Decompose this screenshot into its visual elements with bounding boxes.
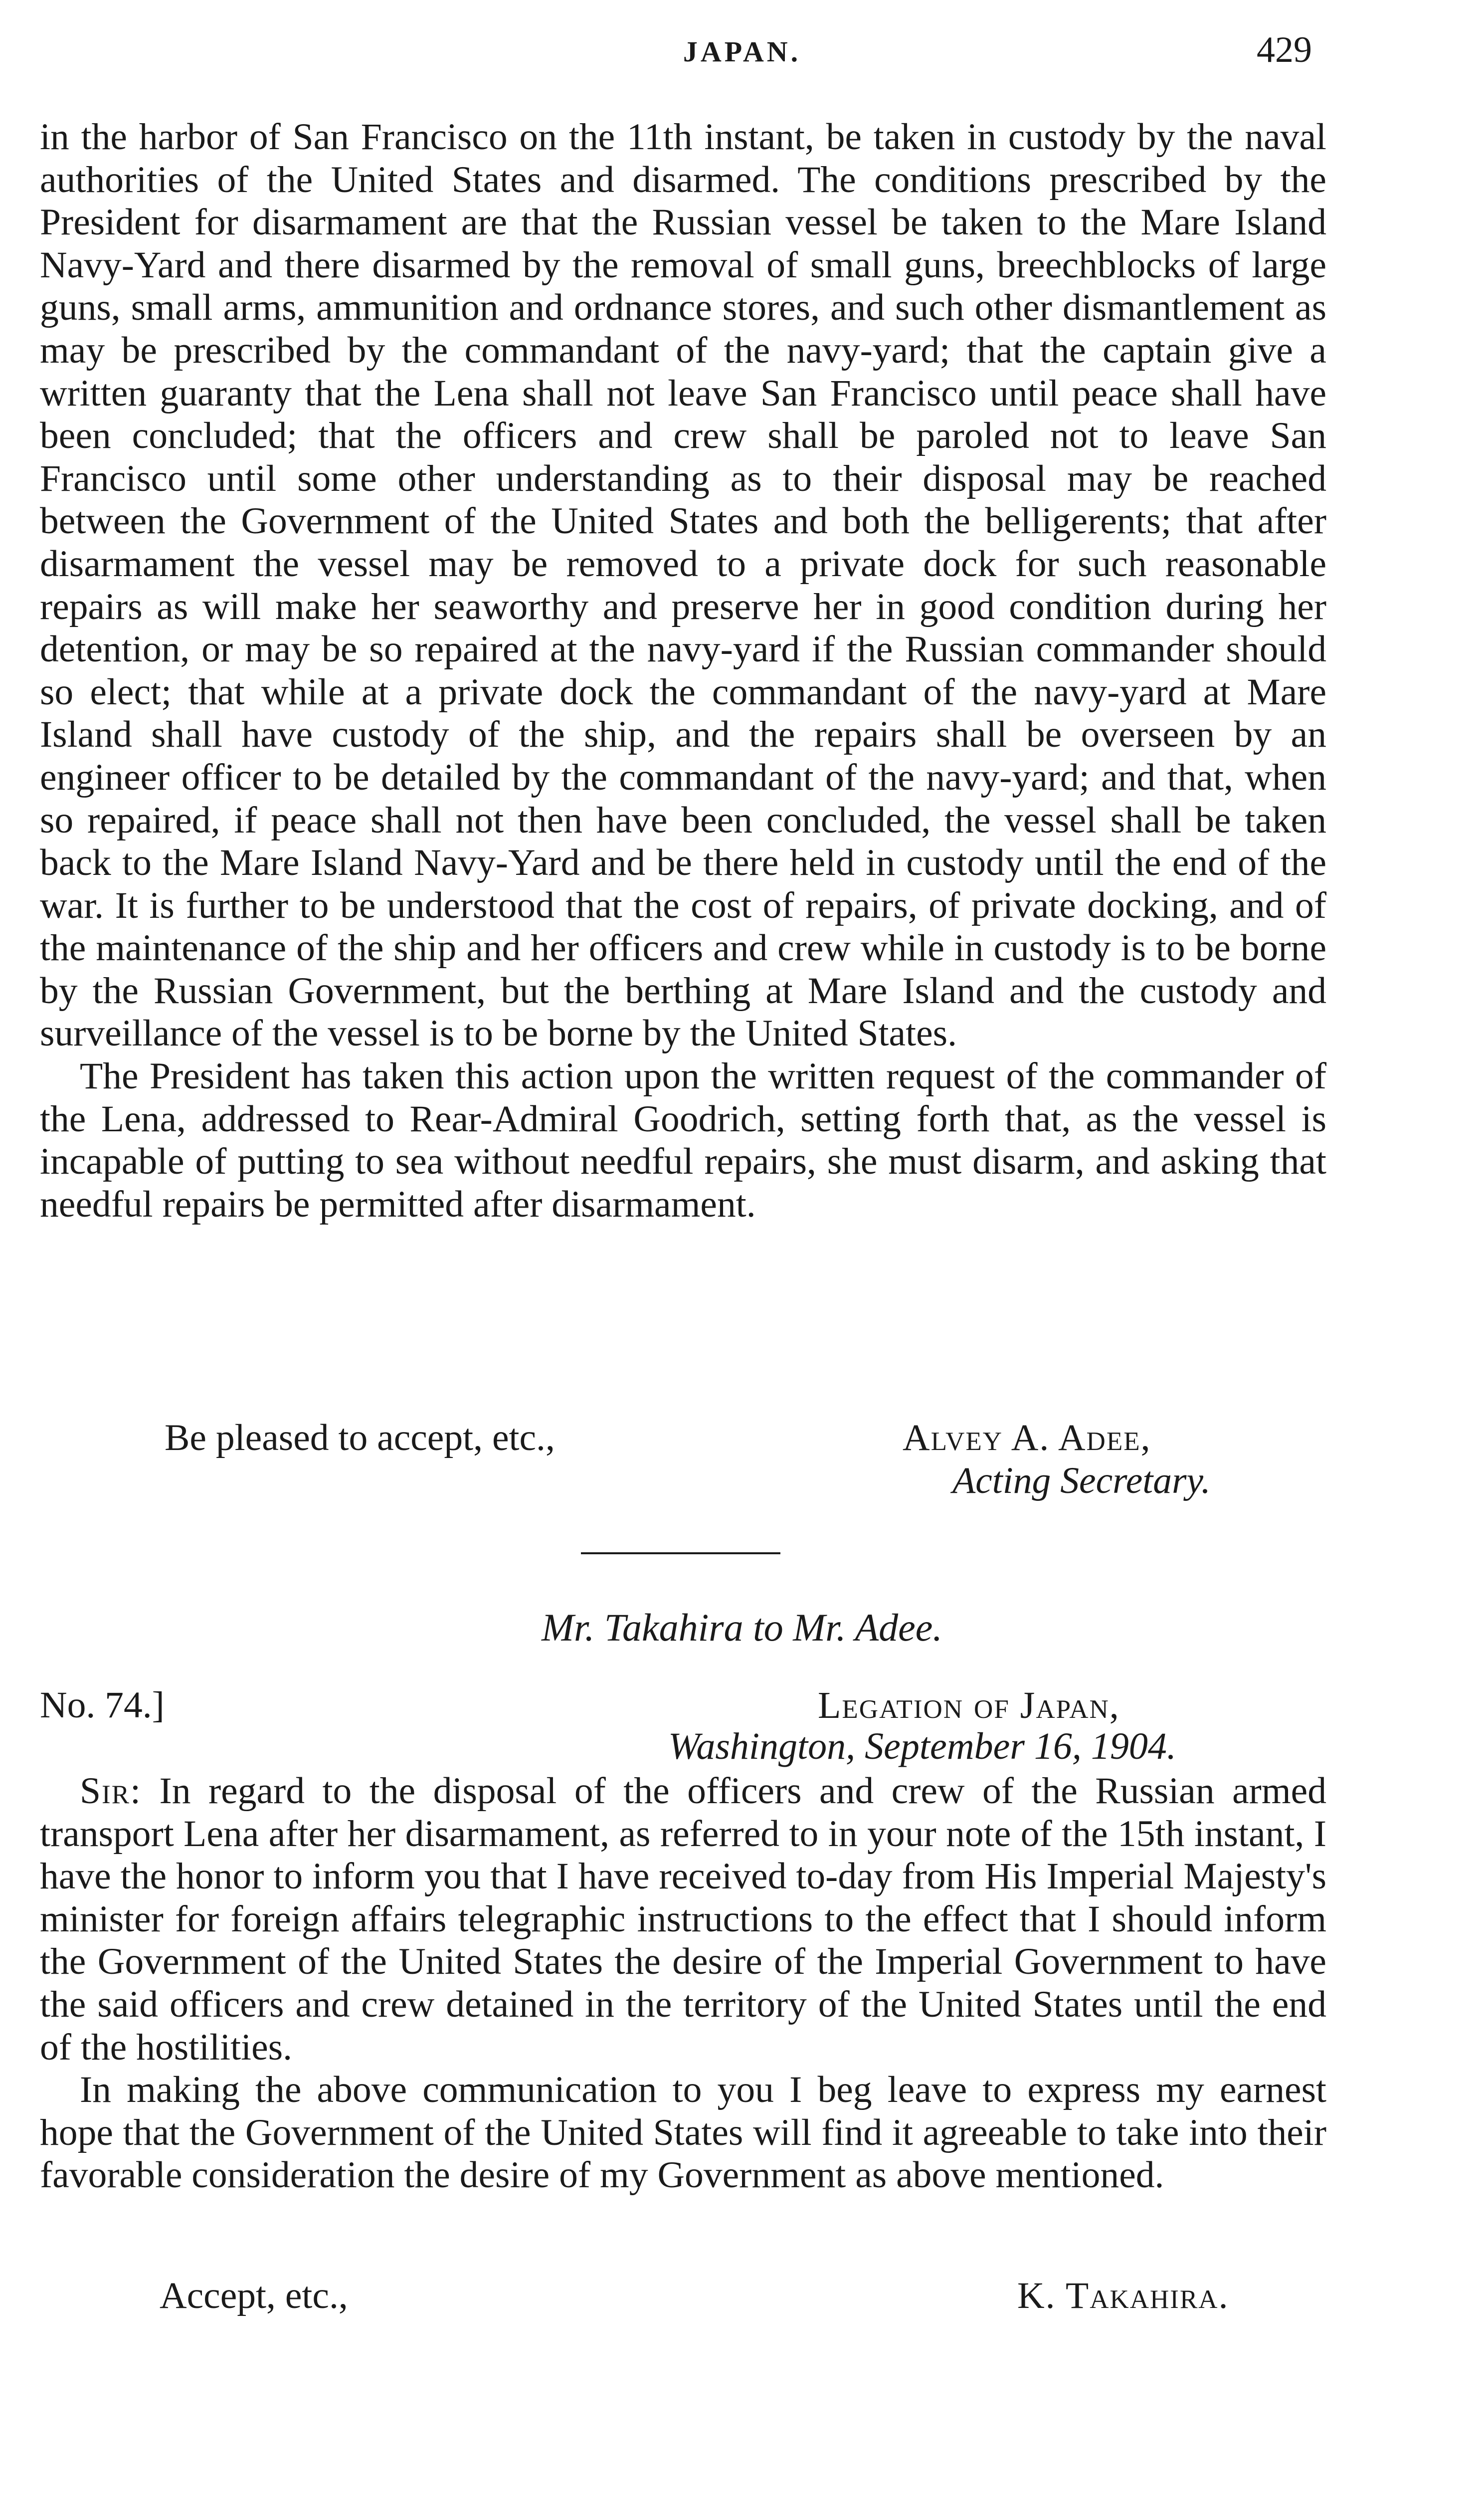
letter2-body <box>40 1770 1326 2197</box>
letter2-paragraph-1 <box>40 1770 1326 2069</box>
letter2-number: No. 74.] <box>40 1684 165 1726</box>
letter1-signature-title: Acting Secretary. <box>952 1460 1211 1501</box>
running-title: JAPAN. <box>683 35 801 68</box>
letter2-paragraph-1-text: In regard to the disposal of the officers and crew of the Russian armed transport Lena after her disarmament, as referred to in your note of the 15th instant, I have the honor to inform you that I have received to-day from His Imperial Majesty's minister for foreign affairs telegraphic instructions to the effect that I should inform the Government of the United States the desire of the Imperial Government to have the said officers and crew detained in the territory of the United States until the end of the hostilities. <box>40 1770 1327 2068</box>
letter2-heading: Mr. Takahira to Mr. Adee. <box>542 1606 942 1649</box>
letter1-paragraph-2: The President has taken this action upon the written request of the commander of the Lena, addressed to Rear-Admiral Goodrich, setting forth that, as the vessel is incapable of putting to sea without needful repairs, she must disarm, and asking that needful repairs be permitted after disarmament. <box>40 1055 1326 1225</box>
letter2-closing: Accept, etc., <box>160 2275 348 2316</box>
page-number: 429 <box>1257 29 1312 70</box>
letter2-signature: K. Takahira. <box>1017 2275 1229 2316</box>
letter1-signature-name: Alvey A. Adee, <box>903 1417 1151 1458</box>
letter2-salutation: Sir: <box>80 1770 142 1812</box>
letter2-paragraph-2: In making the above communication to you I beg leave to express my earnest hope that the Government of the United States will find it agreeable to take into their favorable consideration the desire of my Government as above mentioned. <box>40 2069 1326 2196</box>
letter2-place-date: Washington, September 16, 1904. <box>668 1725 1176 1767</box>
section-divider <box>581 1552 780 1554</box>
letter1-paragraph-1: in the harbor of San Francisco on the 11th instant, be taken in custody by the naval authorities of the United States and disarmed. The conditions prescribed by the President for disarmament are that the Russian vessel be taken to the Mare Island Navy-Yard and there disarmed by the removal of small guns, breechblocks of large guns, small arms, ammunition and ordnance stores, and such other dismantlement as may be prescribed by the commandant of the navy-yard; that the captain give a written guaranty that the Lena shall not leave San Francisco until peace shall have been concluded; that the officers and crew shall be paroled not to leave San Francisco until some other understanding as to their disposal may be reached between the Government of the United States and both the belligerents; that after disarmament the vessel may be removed to a private dock for such reasonable repairs as will make her seaworthy and preserve her in good condition during her detention, or may be so repaired at the navy-yard if the Russian commander should so elect; that while at a private dock the commandant of the navy-yard at Mare Island shall have custody of the ship, and the repairs shall be overseen by an engineer officer to be detailed by the commandant of the navy-yard; and that, when so repaired, if peace shall not then have been concluded, the vessel shall be taken back to the Mare Island Navy-Yard and be there held in custody until the end of the war. It is further to be understood that the cost of repairs, of private docking, and of the maintenance of the ship and her officers and crew while in custody is to be borne by the Russian Government, but the berthing at Mare Island and the custody and surveillance of the vessel is to be borne by the United States. <box>40 116 1326 1054</box>
letter1-closing: Be pleased to accept, etc., <box>165 1417 555 1458</box>
letter1-body <box>40 116 1326 1226</box>
letter2-origin: Legation of Japan, <box>818 1684 1120 1726</box>
